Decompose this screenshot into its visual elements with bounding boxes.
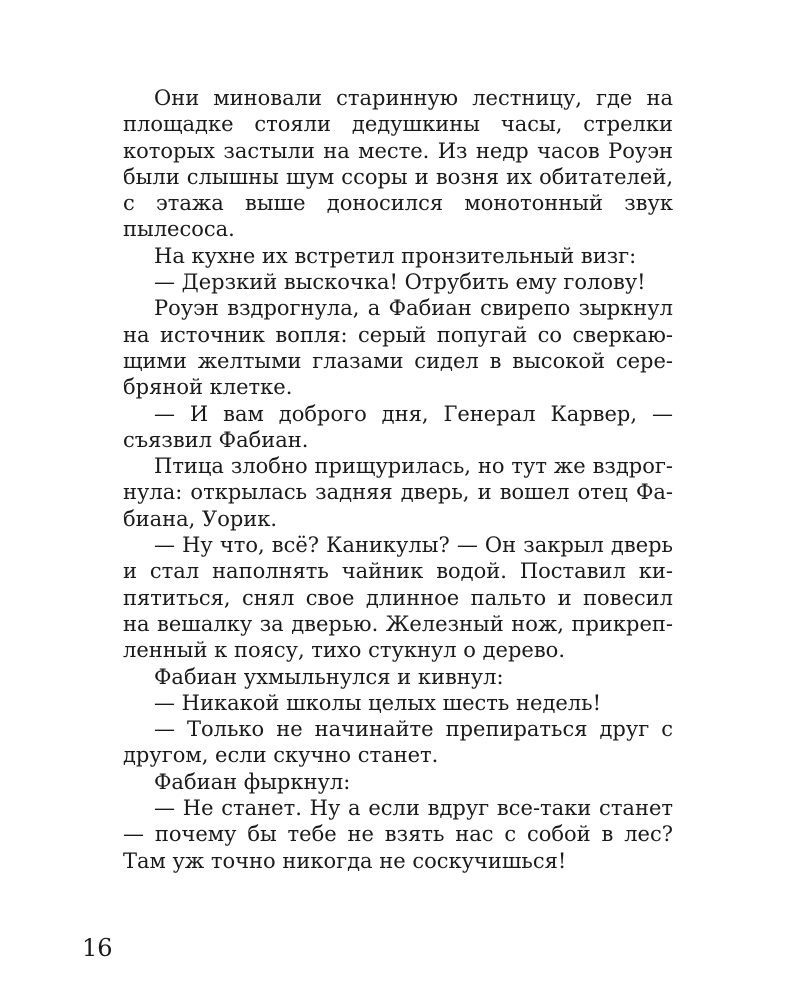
paragraph: — Только не начинайте препираться друг с другом, если скучно станет. [123,717,673,768]
paragraph: На кухне их встретил пронзительный визг: [154,243,637,268]
paragraph: — Не станет. Ну а если вдруг все-таки станет — почему бы тебе не взять нас с собой в лес? Там уж точно никогда не соскучишься! [123,796,673,873]
paragraph: — Ну что, всё? Каникулы? — Он закрыл дверь и стал наполнять чайник водой. Поставил кипятиться, снял свое длинное пальто и повесил на вешалку за дверью. Железный нож, прикрепленный к поясу, тихо стукнул о дерево. [123,533,673,663]
paragraph: — И вам доброго дня, Генерал Карвер, — съязвил Фабиан. [123,401,673,452]
page-body-text [123,85,673,874]
paragraph: — Никакой школы целых шесть недель! [154,690,602,715]
paragraph: Роуэн вздрогнула, а Фабиан свирепо зыркнул на источник вопля: серый попугай со сверкающими желтыми глазами сидел в высокой серебряной клетке. [123,296,673,400]
paragraph: Они миновали старинную лестницу, где на площадке стояли дедушкины часы, стрелки которых застыли на месте. Из недр часов Роуэн были слышны шум ссоры и возня их обитателей, с этажа выше доносился монотонный звук пылесоса. [123,86,673,242]
paragraph: Птица злобно прищурилась, но тут же вздрогнула: открылась задняя дверь, и вошел отец Фабиана, Уорик. [123,454,673,531]
paragraph: Фабиан ухмыльнулся и кивнул: [154,664,504,689]
paragraph: — Дерзкий выскочка! Отрубить ему голову! [154,270,646,295]
page-number: 16 [82,934,113,962]
paragraph: Фабиан фыркнул: [154,769,351,794]
